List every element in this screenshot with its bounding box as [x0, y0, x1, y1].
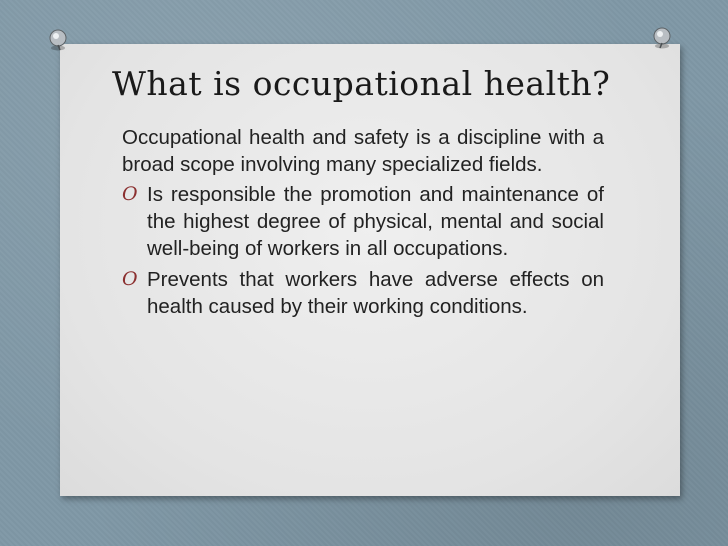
bullet-marker: O	[122, 268, 138, 290]
bullet-text: Prevents that workers have adverse effects on health caused by their working conditions.	[147, 268, 604, 318]
pushpin-icon	[650, 26, 674, 50]
slide-title: What is occupational health?	[112, 64, 611, 103]
bullet-text: Is responsible the promotion and maintenance of the highest degree of physical, mental and social well-being of workers in all occupations.	[147, 183, 604, 260]
intro-paragraph: Occupational health and safety is a discipline with a broad scope involving many specialized fields.	[122, 126, 604, 176]
bullet-item	[122, 266, 604, 320]
bullet-marker: O	[122, 183, 138, 205]
slide-body	[122, 124, 604, 324]
pushpin-icon	[46, 28, 70, 52]
bullet-item	[122, 181, 604, 262]
